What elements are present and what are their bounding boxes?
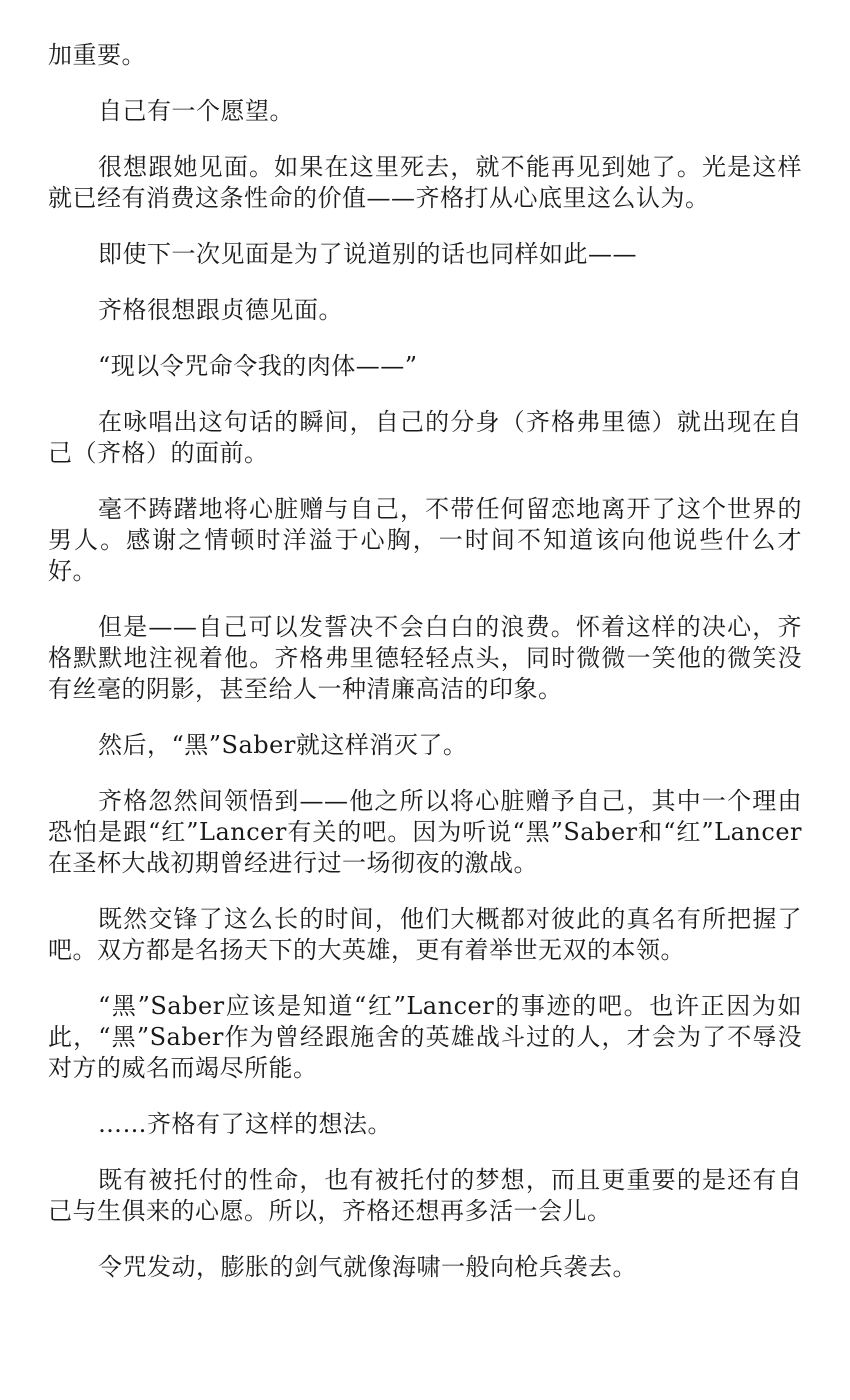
paragraph-12: 既然交锋了这么长的时间，他们大概都对彼此的真名有所把握了吧。双方都是名扬天下的大英雄，更有着举世无双的本领。 [48, 905, 802, 964]
paragraph-7: 在咏唱出这句话的瞬间，自己的分身（齐格弗里德）就出现在自己（齐格）的面前。 [48, 408, 802, 467]
paragraph-1: 加重要。 [48, 41, 146, 69]
paragraph-16: 令咒发动，膨胀的剑气就像海啸一般向枪兵袭去。 [98, 1253, 637, 1281]
paragraph-3: 很想跟她见面。如果在这里死去，就不能再见到她了。光是这样就已经有消费这条性命的价值——齐格打从心底里这么认为。 [48, 153, 802, 212]
paragraph-15: 既有被托付的性命，也有被托付的梦想，而且更重要的是还有自己与生俱来的心愿。所以，齐格还想再多活一会儿。 [48, 1166, 802, 1225]
paragraph-13: “黑”Saber应该是知道“红”Lancer的事迹的吧。也许正因为如此，“黑”Saber作为曾经跟施舍的英雄战斗过的人，才会为了不辱没对方的威名而竭尽所能。 [48, 992, 802, 1082]
paragraph-5: 齐格很想跟贞德见面。 [98, 296, 343, 324]
paragraph-6: “现以令咒命令我的肉体——” [98, 352, 418, 380]
paragraph-8: 毫不踌躇地将心脏赠与自己，不带任何留恋地离开了这个世界的男人。感谢之情顿时洋溢于心胸，一时间不知道该向他说些什么才好。 [48, 495, 802, 585]
paragraph-11: 齐格忽然间领悟到——他之所以将心脏赠予自己，其中一个理由恐怕是跟“红”Lancer有关的吧。因为听说“黑”Saber和“红”Lancer在圣杯大战初期曾经进行过一场彻夜的激战。 [48, 787, 802, 877]
paragraph-14: ……齐格有了这样的想法。 [98, 1110, 392, 1138]
paragraph-10: 然后，“黑”Saber就这样消灭了。 [98, 731, 468, 759]
paragraph-2: 自己有一个愿望。 [98, 97, 294, 125]
paragraph-4: 即使下一次见面是为了说道别的话也同样如此—— [98, 240, 637, 268]
paragraph-9: 但是——自己可以发誓决不会白白的浪费。怀着这样的决心，齐格默默地注视着他。齐格弗里德轻轻点头，同时微微一笑他的微笑没有丝毫的阴影，甚至给人一种清廉高洁的印象。 [48, 613, 802, 703]
